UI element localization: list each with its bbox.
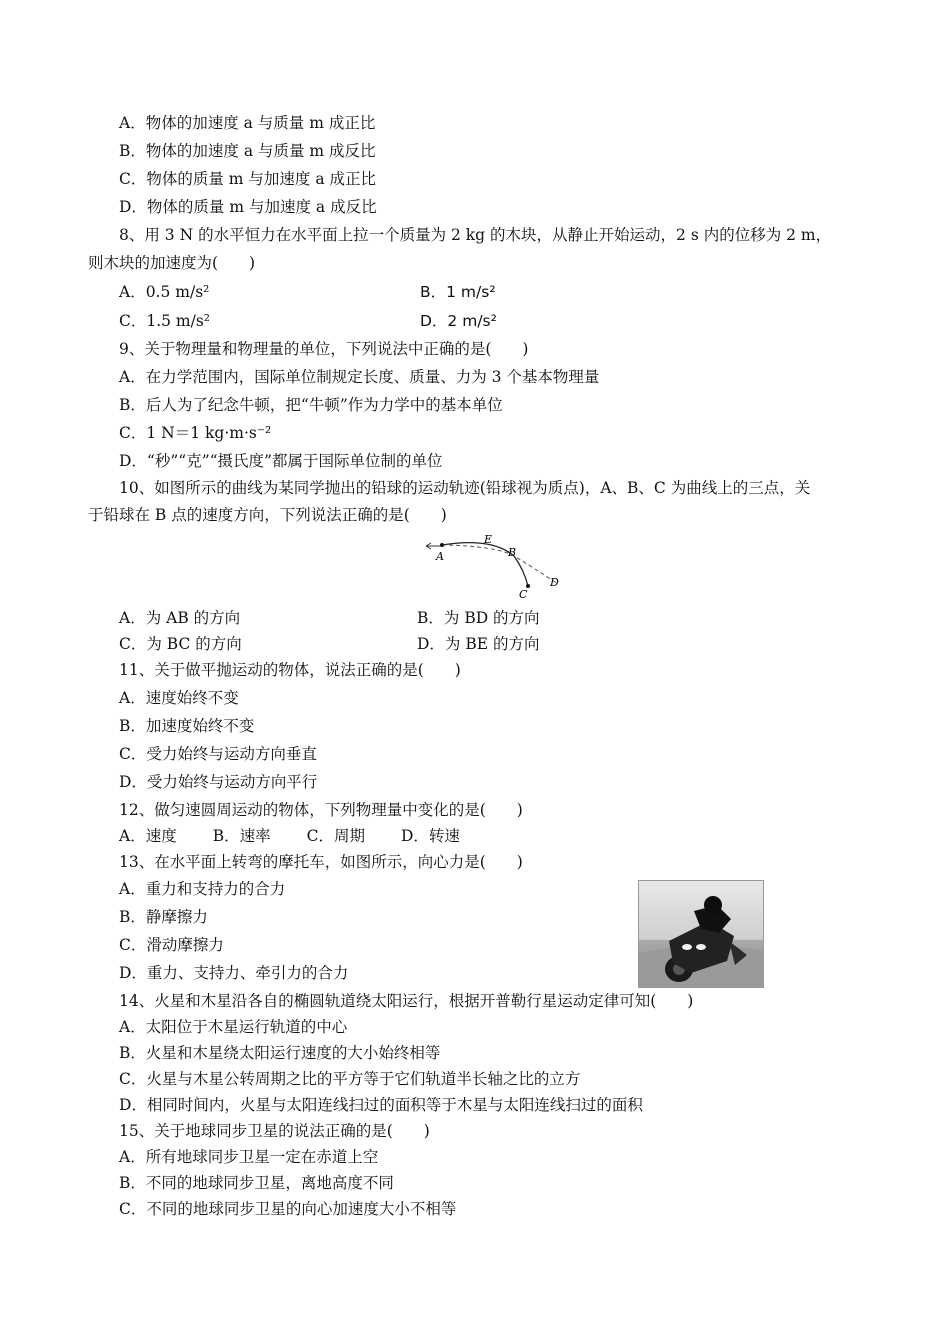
q8-option-b: B．1 m/s² xyxy=(420,283,496,301)
motorcycle-photo xyxy=(638,880,764,988)
q12-stem: 12、做匀速圆周运动的物体，下列物理量中变化的是( ) xyxy=(119,801,523,819)
q11-option-a: A．速度始终不变 xyxy=(119,689,239,707)
tangent-dashed-line xyxy=(442,545,558,584)
q10-stem-line1: 10、如图所示的曲线为某同学抛出的铅球的运动轨迹(铅球视为质点)，A、B、C 为曲线上的三点，关 xyxy=(119,479,811,497)
point-a-dot xyxy=(440,543,444,547)
q12-option-c: C．周期 xyxy=(306,827,365,845)
headlight-left xyxy=(682,944,692,950)
q9-option-d: D．“秒”“克”“摄氏度”都属于国际单位制的单位 xyxy=(119,452,443,470)
q12-option-a: A．速度 xyxy=(119,827,177,845)
q10-stem-line2: 于铅球在 B 点的速度方向，下列说法正确的是( ) xyxy=(88,506,447,524)
q14-stem: 14、火星和木星沿各自的椭圆轨道绕太阳运行，根据开普勒行星运动定律可知( ) xyxy=(119,992,694,1010)
q11-stem: 11、关于做平抛运动的物体，说法正确的是( ) xyxy=(119,661,461,679)
label-b: B xyxy=(508,546,517,559)
q9-stem: 9、关于物理量和物理量的单位，下列说法中正确的是( ) xyxy=(119,340,529,358)
q15-option-a: A．所有地球同步卫星一定在赤道上空 xyxy=(119,1148,379,1166)
q12-option-b: B．速率 xyxy=(212,827,271,845)
q13-option-c: C．滑动摩擦力 xyxy=(119,936,224,954)
q8-stem-line1: 8、用 3 N 的水平恒力在水平面上拉一个质量为 2 kg 的木块，从静止开始运动，2 s 内的位移为 2 m， xyxy=(119,226,832,244)
q10-option-c: C．为 BC 的方向 xyxy=(119,635,242,653)
q11-option-b: B．加速度始终不变 xyxy=(119,717,255,735)
q11-option-c: C．受力始终与运动方向垂直 xyxy=(119,745,317,763)
label-e: E xyxy=(484,533,493,546)
q7-option-d: D．物体的质量 m 与加速度 a 成反比 xyxy=(119,198,377,216)
q14-option-d: D．相同时间内，火星与太阳连线扫过的面积等于木星与太阳连线扫过的面积 xyxy=(119,1096,643,1114)
q14-option-c: C．火星与木星公转周期之比的平方等于它们轨道半长轴之比的立方 xyxy=(119,1070,581,1088)
q13-stem: 13、在水平面上转弯的摩托车，如图所示，向心力是( ) xyxy=(119,853,523,871)
q15-option-c: C．不同的地球同步卫星的向心加速度大小不相等 xyxy=(119,1200,457,1218)
trajectory-figure xyxy=(422,532,562,602)
q13-option-d: D．重力、支持力、牵引力的合力 xyxy=(119,964,349,982)
headlight-right xyxy=(696,944,706,950)
q9-option-a: A．在力学范围内，国际单位制规定长度、质量、力为 3 个基本物理量 xyxy=(119,368,600,386)
q10-option-a: A．为 AB 的方向 xyxy=(119,609,241,627)
q14-option-a: A．太阳位于木星运行轨道的中心 xyxy=(119,1018,348,1036)
q12-options-row xyxy=(119,826,460,846)
q13-option-b: B．静摩擦力 xyxy=(119,908,208,926)
q7-option-a: A．物体的加速度 a 与质量 m 成正比 xyxy=(119,114,376,132)
q9-option-c: C．1 N＝1 kg·m·s⁻² xyxy=(119,424,272,442)
q8-stem-line2: 则木块的加速度为( ) xyxy=(88,254,256,272)
label-c: C xyxy=(519,588,528,601)
q8-option-d: D．2 m/s² xyxy=(420,312,497,330)
q12-option-d: D．转速 xyxy=(400,827,460,845)
q10-option-d: D．为 BE 的方向 xyxy=(417,635,540,653)
label-a: A xyxy=(436,550,444,563)
q10-option-b: B．为 BD 的方向 xyxy=(417,609,540,627)
q11-option-d: D．受力始终与运动方向平行 xyxy=(119,773,318,791)
q13-option-a: A．重力和支持力的合力 xyxy=(119,880,286,898)
q14-option-b: B．火星和木星绕太阳运行速度的大小始终相等 xyxy=(119,1044,441,1062)
q8-option-c: C．1.5 m/s² xyxy=(119,312,211,330)
q15-option-b: B．不同的地球同步卫星，离地高度不同 xyxy=(119,1174,394,1192)
q7-option-c: C．物体的质量 m 与加速度 a 成正比 xyxy=(119,170,377,188)
helmet xyxy=(704,896,722,914)
q15-stem: 15、关于地球同步卫星的说法正确的是( ) xyxy=(119,1122,430,1140)
label-d: D xyxy=(550,576,559,589)
q9-option-b: B．后人为了纪念牛顿，把“牛顿”作为力学中的基本单位 xyxy=(119,396,503,414)
q8-option-a: A．0.5 m/s² xyxy=(119,283,210,301)
q7-option-b: B．物体的加速度 a 与质量 m 成反比 xyxy=(119,142,376,160)
